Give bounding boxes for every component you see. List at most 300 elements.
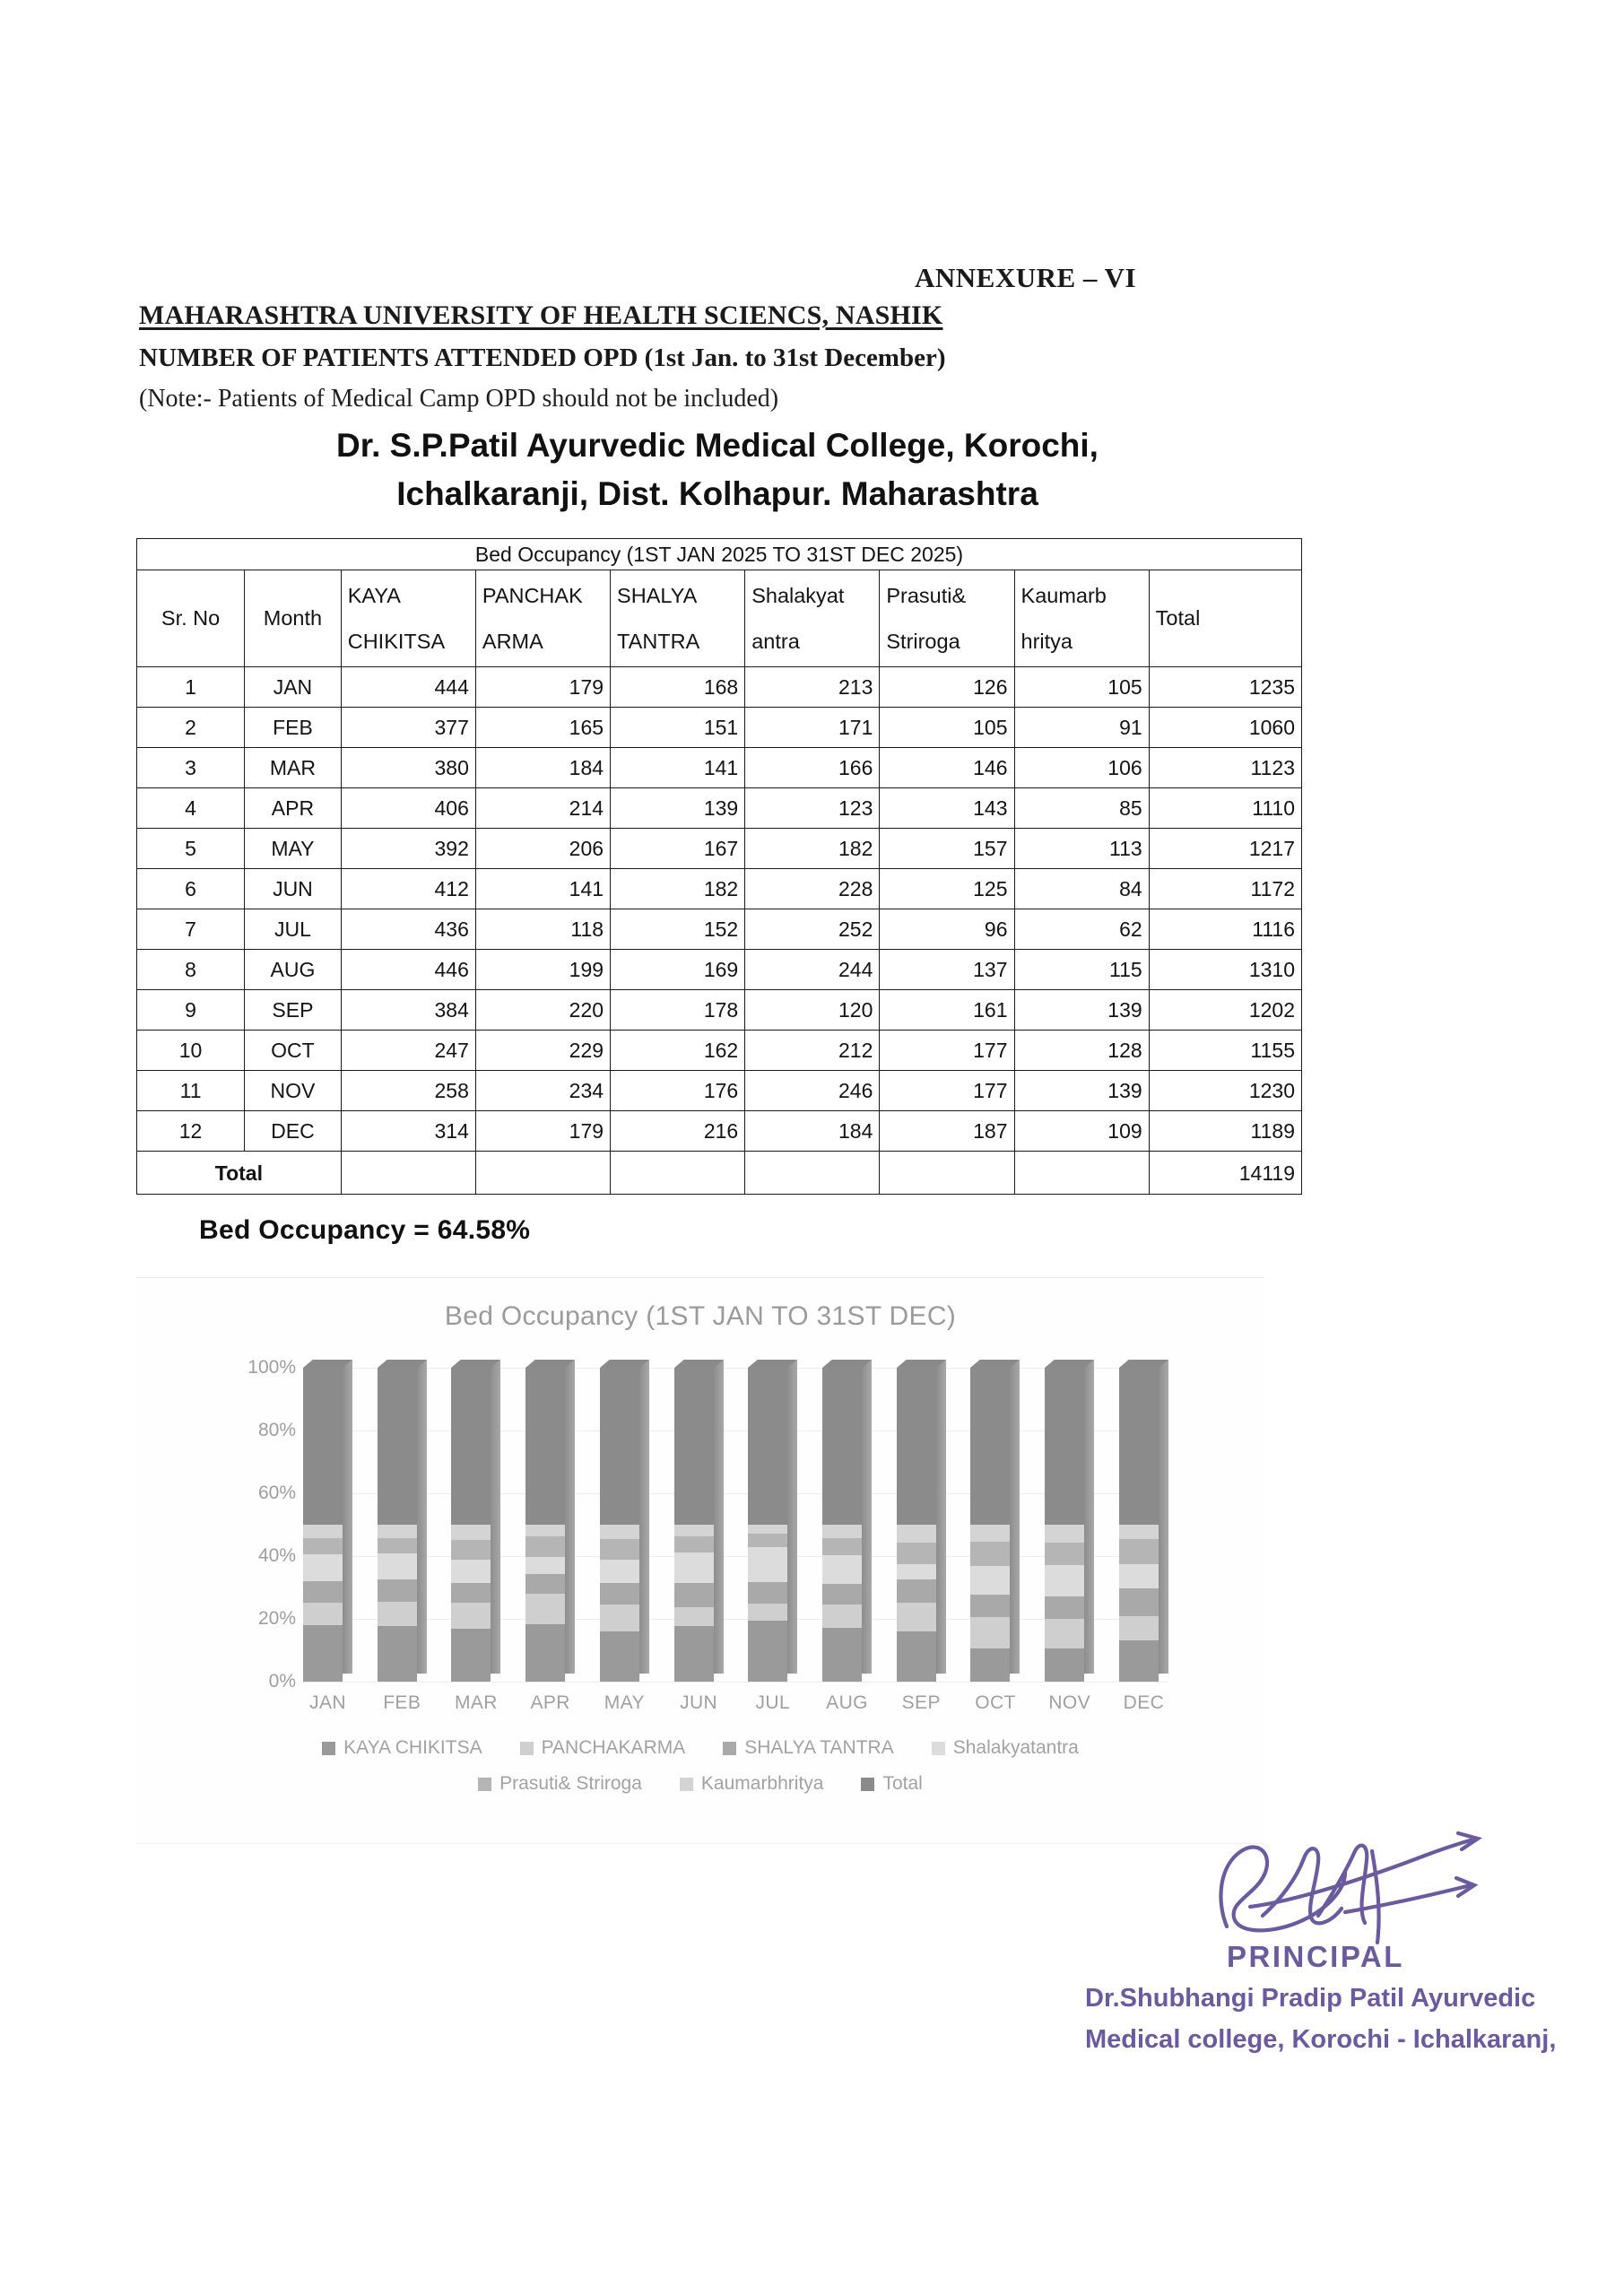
legend-item[interactable] xyxy=(932,1737,1079,1759)
bar-segment xyxy=(970,1542,1010,1566)
cell-shalya-tantra: 151 xyxy=(611,708,745,748)
gridline xyxy=(303,1682,1168,1683)
column-header-2: KAYA CHIKITSA xyxy=(341,570,475,667)
cell-panchakarma: 184 xyxy=(475,748,610,788)
cell-shalya-tantra: 162 xyxy=(611,1031,745,1071)
cell-month: JUL xyxy=(245,909,342,950)
cell-kaya-chikitsa: 377 xyxy=(341,708,475,748)
cell-prasuti-striroga: 161 xyxy=(880,990,1014,1031)
cell-panchakarma: 199 xyxy=(475,950,610,990)
chart-legend xyxy=(136,1737,1264,1809)
bar-segment xyxy=(378,1368,417,1525)
cell-sr-no: 3 xyxy=(137,748,245,788)
bed-occupancy-table xyxy=(136,538,1302,1195)
bar-stack xyxy=(600,1368,639,1682)
bar-segment xyxy=(303,1538,343,1554)
cell-kaumarbhritya: 109 xyxy=(1014,1111,1149,1152)
cell-row-total: 1116 xyxy=(1149,909,1301,950)
legend-row xyxy=(136,1773,1264,1795)
bar-segment xyxy=(674,1552,714,1583)
chart-bars xyxy=(303,1368,1168,1682)
table-row xyxy=(137,708,1302,748)
bar-segment xyxy=(600,1560,639,1583)
table-row xyxy=(137,869,1302,909)
y-axis-tick-label: 0% xyxy=(268,1671,296,1692)
bar-segment xyxy=(897,1564,936,1579)
cell-sr-no: 9 xyxy=(137,990,245,1031)
cell-row-total: 1217 xyxy=(1149,829,1301,869)
legend-item[interactable] xyxy=(861,1773,922,1795)
cell-shalya-tantra: 167 xyxy=(611,829,745,869)
cell-month: NOV xyxy=(245,1071,342,1111)
cell-row-total: 1123 xyxy=(1149,748,1301,788)
total-blank-2 xyxy=(475,1152,610,1195)
occupancy-percentage-statement: Bed Occupancy = 64.58% xyxy=(199,1215,531,1245)
cell-month: AUG xyxy=(245,950,342,990)
signature-icon xyxy=(1211,1830,1515,1955)
table-row xyxy=(137,667,1302,708)
chart-y-axis-labels xyxy=(206,1357,296,1692)
bar-segment xyxy=(451,1525,491,1540)
bar-segment xyxy=(451,1583,491,1603)
bar-segment xyxy=(897,1603,936,1631)
x-axis-tick-label: DEC xyxy=(1123,1692,1165,1713)
grand-total: 14119 xyxy=(1149,1152,1301,1195)
bar-side-face xyxy=(1010,1360,1020,1674)
bar-segment xyxy=(748,1582,787,1604)
document-header xyxy=(139,300,1305,413)
bar-segment xyxy=(525,1594,565,1624)
cell-prasuti-striroga: 146 xyxy=(880,748,1014,788)
table-row xyxy=(137,748,1302,788)
annexure-label: ANNEXURE – VI xyxy=(915,262,1137,293)
college-name xyxy=(139,422,1296,517)
cell-kaya-chikitsa: 384 xyxy=(341,990,475,1031)
cell-prasuti-striroga: 126 xyxy=(880,667,1014,708)
bar-column xyxy=(970,1368,1020,1682)
bar-segment xyxy=(1119,1588,1159,1617)
cell-prasuti-striroga: 157 xyxy=(880,829,1014,869)
bar-stack xyxy=(897,1368,936,1682)
legend-item[interactable] xyxy=(520,1737,686,1759)
cell-panchakarma: 220 xyxy=(475,990,610,1031)
bar-side-face xyxy=(565,1360,575,1674)
bar-segment xyxy=(822,1525,862,1538)
cell-row-total: 1189 xyxy=(1149,1111,1301,1152)
cell-kaumarbhritya: 85 xyxy=(1014,788,1149,829)
bar-segment xyxy=(378,1579,417,1602)
cell-shalakyatantra: 166 xyxy=(745,748,880,788)
cell-shalakyatantra: 182 xyxy=(745,829,880,869)
cell-prasuti-striroga: 105 xyxy=(880,708,1014,748)
cell-shalakyatantra: 213 xyxy=(745,667,880,708)
bar-segment xyxy=(897,1368,936,1525)
bar-segment xyxy=(748,1604,787,1621)
cell-shalya-tantra: 168 xyxy=(611,667,745,708)
cell-prasuti-striroga: 187 xyxy=(880,1111,1014,1152)
cell-panchakarma: 165 xyxy=(475,708,610,748)
column-header-1: Month xyxy=(245,570,342,667)
bar-side-face xyxy=(1084,1360,1094,1674)
bed-occupancy-table-wrapper xyxy=(136,538,1302,1195)
legend-swatch-icon xyxy=(723,1742,736,1755)
cell-shalakyatantra: 120 xyxy=(745,990,880,1031)
bar-column xyxy=(674,1368,724,1682)
bar-segment xyxy=(1119,1616,1159,1639)
cell-kaumarbhritya: 128 xyxy=(1014,1031,1149,1071)
cell-kaya-chikitsa: 247 xyxy=(341,1031,475,1071)
legend-swatch-icon xyxy=(932,1742,945,1755)
document-note: (Note:- Patients of Medical Camp OPD should not be included) xyxy=(139,385,779,413)
bar-stack xyxy=(748,1368,787,1682)
bar-column xyxy=(748,1368,797,1682)
cell-month: SEP xyxy=(245,990,342,1031)
bar-segment xyxy=(1119,1368,1159,1525)
bar-stack xyxy=(970,1368,1010,1682)
bar-segment xyxy=(970,1617,1010,1648)
bed-occupancy-chart xyxy=(136,1277,1264,1844)
bar-column xyxy=(1119,1368,1168,1682)
bar-side-face xyxy=(714,1360,724,1674)
cell-kaumarbhritya: 139 xyxy=(1014,990,1149,1031)
bar-segment xyxy=(970,1566,1010,1595)
bar-side-face xyxy=(787,1360,797,1674)
table-row xyxy=(137,829,1302,869)
table-total-row xyxy=(137,1152,1302,1195)
cell-panchakarma: 234 xyxy=(475,1071,610,1111)
cell-month: FEB xyxy=(245,708,342,748)
cell-row-total: 1172 xyxy=(1149,869,1301,909)
chart-title: Bed Occupancy (1ST JAN TO 31ST DEC) xyxy=(444,1301,957,1331)
cell-sr-no: 11 xyxy=(137,1071,245,1111)
cell-shalakyatantra: 171 xyxy=(745,708,880,748)
bar-segment xyxy=(822,1584,862,1605)
bar-segment xyxy=(525,1525,565,1536)
bar-column xyxy=(1045,1368,1094,1682)
total-blank-5 xyxy=(880,1152,1014,1195)
bar-segment xyxy=(822,1538,862,1554)
legend-item[interactable] xyxy=(680,1773,824,1795)
legend-label: Prasuti& Striroga xyxy=(499,1773,642,1794)
bar-column xyxy=(378,1368,427,1682)
cell-kaumarbhritya: 113 xyxy=(1014,829,1149,869)
bar-segment xyxy=(1119,1640,1159,1682)
chart-x-axis-labels xyxy=(303,1692,1168,1725)
bar-segment xyxy=(378,1626,417,1682)
cell-kaumarbhritya: 62 xyxy=(1014,909,1149,950)
cell-shalya-tantra: 216 xyxy=(611,1111,745,1152)
total-blank-1 xyxy=(341,1152,475,1195)
bar-segment xyxy=(525,1368,565,1525)
bar-segment xyxy=(1045,1543,1084,1565)
legend-item[interactable] xyxy=(723,1737,894,1759)
bar-segment xyxy=(525,1557,565,1574)
y-axis-tick-label: 60% xyxy=(257,1483,296,1503)
bar-side-face xyxy=(1159,1360,1168,1674)
x-axis-tick-label: MAY xyxy=(604,1692,645,1713)
bar-stack xyxy=(1119,1368,1159,1682)
x-axis-tick-label: NOV xyxy=(1048,1692,1091,1713)
bar-side-face xyxy=(639,1360,649,1674)
column-header-4: SHALYA TANTRA xyxy=(611,570,745,667)
table-row xyxy=(137,788,1302,829)
cell-shalya-tantra: 169 xyxy=(611,950,745,990)
cell-shalya-tantra: 182 xyxy=(611,869,745,909)
cell-kaya-chikitsa: 446 xyxy=(341,950,475,990)
university-name: MAHARASHTRA UNIVERSITY OF HEALTH SCIENCS, NASHIK xyxy=(139,300,943,330)
cell-kaya-chikitsa: 380 xyxy=(341,748,475,788)
bar-segment xyxy=(378,1525,417,1538)
bar-segment xyxy=(1119,1539,1159,1564)
bar-segment xyxy=(451,1603,491,1629)
legend-label: Kaumarbhritya xyxy=(700,1773,824,1794)
table-caption-row xyxy=(137,539,1302,570)
bar-segment xyxy=(303,1525,343,1538)
bar-segment xyxy=(451,1629,491,1682)
legend-label: SHALYA TANTRA xyxy=(744,1737,894,1758)
cell-kaumarbhritya: 139 xyxy=(1014,1071,1149,1111)
bar-segment xyxy=(303,1625,343,1682)
cell-sr-no: 7 xyxy=(137,909,245,950)
x-axis-tick-label: JAN xyxy=(309,1692,346,1713)
legend-swatch-icon xyxy=(861,1778,874,1791)
cell-sr-no: 12 xyxy=(137,1111,245,1152)
legend-item[interactable] xyxy=(322,1737,482,1759)
cell-kaya-chikitsa: 444 xyxy=(341,667,475,708)
legend-label: KAYA CHIKITSA xyxy=(343,1737,482,1758)
bar-segment xyxy=(748,1534,787,1547)
bar-side-face xyxy=(343,1360,352,1674)
column-header-0: Sr. No xyxy=(137,570,245,667)
bar-segment xyxy=(822,1368,862,1525)
cell-kaya-chikitsa: 258 xyxy=(341,1071,475,1111)
bar-segment xyxy=(897,1525,936,1543)
column-header-3: PANCHAK ARMA xyxy=(475,570,610,667)
cell-shalakyatantra: 252 xyxy=(745,909,880,950)
cell-panchakarma: 214 xyxy=(475,788,610,829)
bar-segment xyxy=(303,1603,343,1625)
cell-sr-no: 6 xyxy=(137,869,245,909)
cell-shalakyatantra: 212 xyxy=(745,1031,880,1071)
y-axis-tick-label: 40% xyxy=(257,1545,296,1566)
table-row xyxy=(137,990,1302,1031)
cell-row-total: 1060 xyxy=(1149,708,1301,748)
bar-column xyxy=(897,1368,946,1682)
legend-swatch-icon xyxy=(478,1778,491,1791)
column-header-8: Total xyxy=(1149,570,1301,667)
cell-panchakarma: 141 xyxy=(475,869,610,909)
stamp-principal-label: PRINCIPAL xyxy=(1227,1940,1404,1973)
bar-stack xyxy=(451,1368,491,1682)
bar-segment xyxy=(970,1595,1010,1617)
bar-column xyxy=(451,1368,500,1682)
cell-kaya-chikitsa: 392 xyxy=(341,829,475,869)
cell-row-total: 1110 xyxy=(1149,788,1301,829)
cell-row-total: 1155 xyxy=(1149,1031,1301,1071)
cell-row-total: 1230 xyxy=(1149,1071,1301,1111)
cell-shalakyatantra: 184 xyxy=(745,1111,880,1152)
bar-segment xyxy=(378,1553,417,1578)
cell-panchakarma: 118 xyxy=(475,909,610,950)
bar-segment xyxy=(1045,1596,1084,1619)
document-subject: NUMBER OF PATIENTS ATTENDED OPD (1st Jan. to 31st December) xyxy=(139,344,946,372)
bar-segment xyxy=(1045,1648,1084,1682)
bar-segment xyxy=(1045,1368,1084,1525)
cell-shalakyatantra: 246 xyxy=(745,1071,880,1111)
bar-column xyxy=(600,1368,649,1682)
bar-segment xyxy=(600,1605,639,1631)
cell-prasuti-striroga: 96 xyxy=(880,909,1014,950)
bar-segment xyxy=(303,1581,343,1603)
cell-prasuti-striroga: 143 xyxy=(880,788,1014,829)
bar-segment xyxy=(822,1628,862,1682)
bar-segment xyxy=(1119,1564,1159,1588)
bar-segment xyxy=(1045,1565,1084,1596)
cell-sr-no: 10 xyxy=(137,1031,245,1071)
bar-stack xyxy=(525,1368,565,1682)
table-caption: Bed Occupancy (1ST JAN 2025 TO 31ST DEC 2025) xyxy=(137,539,1302,570)
legend-item[interactable] xyxy=(478,1773,642,1795)
bar-segment xyxy=(600,1583,639,1605)
cell-row-total: 1202 xyxy=(1149,990,1301,1031)
table-row xyxy=(137,1111,1302,1152)
bar-column xyxy=(303,1368,352,1682)
cell-row-total: 1310 xyxy=(1149,950,1301,990)
cell-kaumarbhritya: 106 xyxy=(1014,748,1149,788)
cell-sr-no: 4 xyxy=(137,788,245,829)
bar-segment xyxy=(674,1368,714,1525)
bar-segment xyxy=(970,1368,1010,1525)
y-axis-tick-label: 80% xyxy=(257,1420,296,1440)
table-header-row xyxy=(137,570,1302,667)
cell-panchakarma: 179 xyxy=(475,1111,610,1152)
cell-sr-no: 8 xyxy=(137,950,245,990)
cell-kaya-chikitsa: 436 xyxy=(341,909,475,950)
cell-sr-no: 2 xyxy=(137,708,245,748)
cell-month: MAY xyxy=(245,829,342,869)
cell-prasuti-striroga: 177 xyxy=(880,1031,1014,1071)
cell-row-total: 1235 xyxy=(1149,667,1301,708)
cell-panchakarma: 229 xyxy=(475,1031,610,1071)
x-axis-tick-label: FEB xyxy=(383,1692,421,1713)
bar-segment xyxy=(674,1607,714,1626)
bar-segment xyxy=(525,1574,565,1594)
total-label: Total xyxy=(137,1152,342,1195)
cell-panchakarma: 206 xyxy=(475,829,610,869)
bar-segment xyxy=(822,1605,862,1629)
table-row xyxy=(137,909,1302,950)
cell-shalakyatantra: 228 xyxy=(745,869,880,909)
college-name-line1: Dr. S.P.Patil Ayurvedic Medical College, Korochi, xyxy=(336,427,1099,464)
bar-segment xyxy=(1045,1525,1084,1543)
stamp-college-line2: Medical college, Korochi - Ichalkaranj, xyxy=(1085,2025,1557,2054)
bar-segment xyxy=(600,1539,639,1560)
bar-segment xyxy=(822,1555,862,1585)
total-blank-6 xyxy=(1014,1152,1149,1195)
college-name-line2: Ichalkaranji, Dist. Kolhapur. Maharashtra xyxy=(396,474,1038,512)
bar-side-face xyxy=(491,1360,500,1674)
bar-column xyxy=(525,1368,575,1682)
cell-kaumarbhritya: 91 xyxy=(1014,708,1149,748)
bar-segment xyxy=(897,1579,936,1603)
cell-shalya-tantra: 178 xyxy=(611,990,745,1031)
bar-segment xyxy=(600,1368,639,1525)
bar-side-face xyxy=(862,1360,872,1674)
bar-segment xyxy=(674,1583,714,1607)
cell-prasuti-striroga: 125 xyxy=(880,869,1014,909)
bar-side-face xyxy=(936,1360,946,1674)
bar-segment xyxy=(303,1554,343,1581)
bar-segment xyxy=(451,1368,491,1525)
cell-month: JAN xyxy=(245,667,342,708)
bar-side-face xyxy=(417,1360,427,1674)
cell-month: DEC xyxy=(245,1111,342,1152)
bar-segment xyxy=(1119,1525,1159,1539)
bar-stack xyxy=(822,1368,862,1682)
bar-segment xyxy=(303,1368,343,1525)
table-row xyxy=(137,950,1302,990)
bar-segment xyxy=(674,1626,714,1682)
legend-swatch-icon xyxy=(322,1742,335,1755)
bar-segment xyxy=(378,1538,417,1553)
x-axis-tick-label: JUN xyxy=(680,1692,718,1713)
bar-segment xyxy=(674,1525,714,1536)
bar-segment xyxy=(748,1547,787,1583)
cell-month: MAR xyxy=(245,748,342,788)
bar-stack xyxy=(1045,1368,1084,1682)
cell-prasuti-striroga: 177 xyxy=(880,1071,1014,1111)
cell-month: APR xyxy=(245,788,342,829)
x-axis-tick-label: SEP xyxy=(901,1692,941,1713)
cell-shalakyatantra: 244 xyxy=(745,950,880,990)
legend-label: Total xyxy=(882,1773,923,1794)
cell-shalya-tantra: 152 xyxy=(611,909,745,950)
cell-shalakyatantra: 123 xyxy=(745,788,880,829)
total-blank-4 xyxy=(745,1152,880,1195)
cell-prasuti-striroga: 137 xyxy=(880,950,1014,990)
bar-stack xyxy=(303,1368,343,1682)
x-axis-tick-label: MAR xyxy=(455,1692,498,1713)
bar-segment xyxy=(600,1631,639,1682)
legend-label: Shalakyatantra xyxy=(952,1737,1079,1758)
cell-panchakarma: 179 xyxy=(475,667,610,708)
column-header-5: Shalakyat antra xyxy=(745,570,880,667)
cell-kaya-chikitsa: 406 xyxy=(341,788,475,829)
bar-segment xyxy=(674,1536,714,1553)
bar-segment xyxy=(748,1368,787,1525)
bar-segment xyxy=(748,1525,787,1534)
bar-segment xyxy=(378,1602,417,1626)
bar-stack xyxy=(378,1368,417,1682)
y-axis-tick-label: 100% xyxy=(248,1357,296,1378)
x-axis-tick-label: AUG xyxy=(826,1692,868,1713)
total-blank-3 xyxy=(611,1152,745,1195)
cell-sr-no: 5 xyxy=(137,829,245,869)
x-axis-tick-label: APR xyxy=(530,1692,570,1713)
x-axis-tick-label: JUL xyxy=(755,1692,791,1713)
stamp-college-line1: Dr.Shubhangi Pradip Patil Ayurvedic xyxy=(1085,1984,1536,2013)
column-header-7: Kaumarb hritya xyxy=(1014,570,1149,667)
cell-kaya-chikitsa: 412 xyxy=(341,869,475,909)
table-row xyxy=(137,1031,1302,1071)
bar-segment xyxy=(451,1560,491,1583)
bar-stack xyxy=(674,1368,714,1682)
legend-swatch-icon xyxy=(680,1778,693,1791)
y-axis-tick-label: 20% xyxy=(257,1608,296,1629)
bar-segment xyxy=(600,1525,639,1539)
x-axis-tick-label: OCT xyxy=(975,1692,1016,1713)
cell-month: OCT xyxy=(245,1031,342,1071)
